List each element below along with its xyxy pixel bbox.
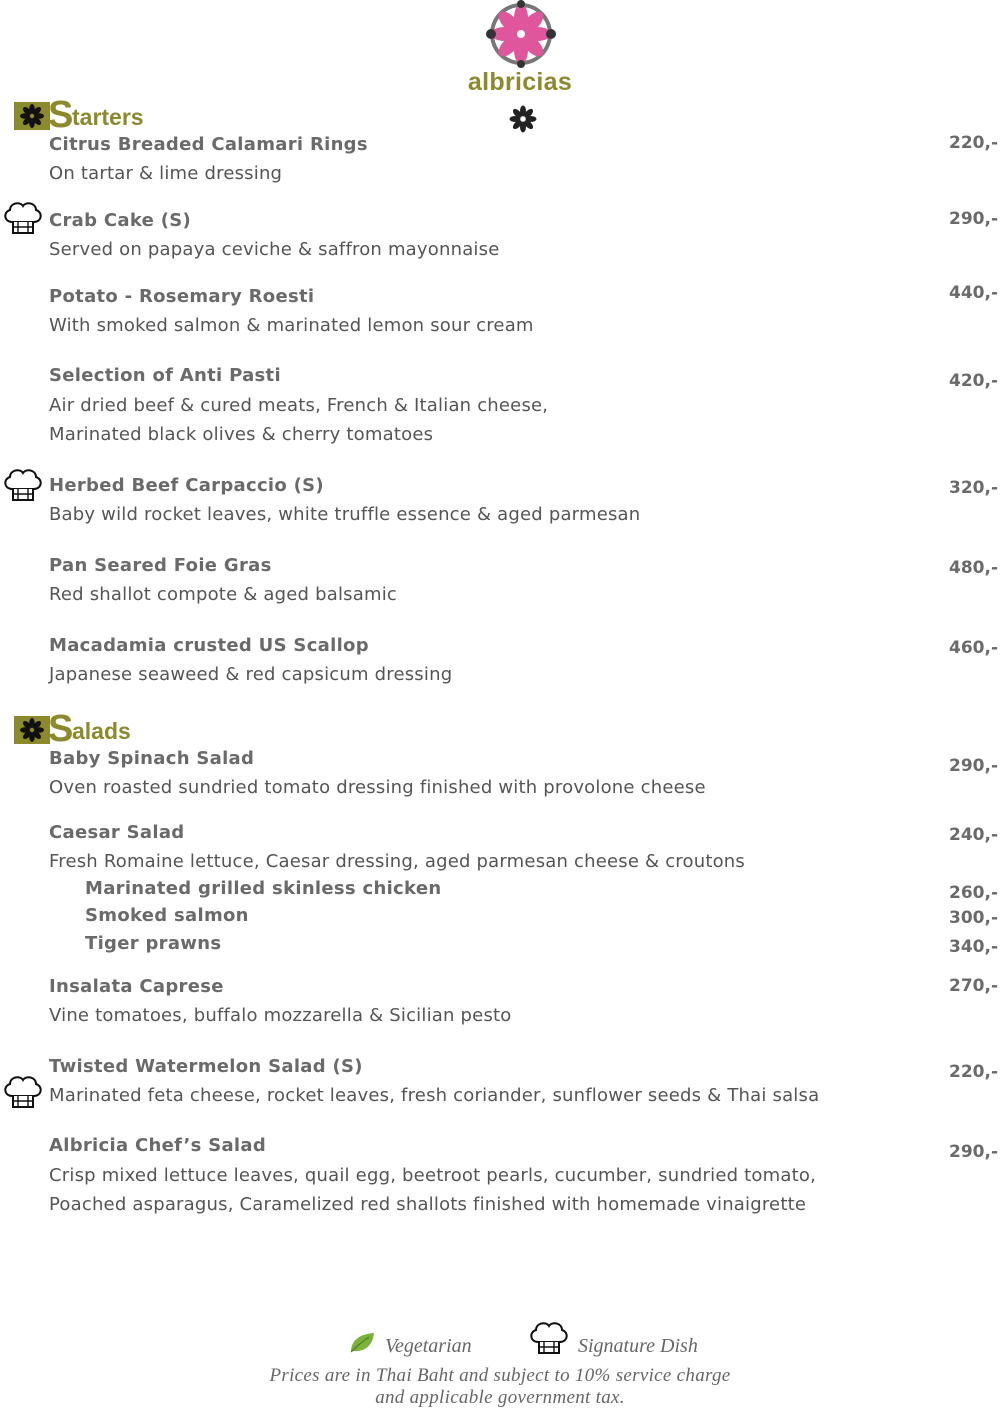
menu-item-name: Baby Spinach Salad [49, 748, 255, 769]
addon-name: Marinated grilled skinless chicken [85, 878, 442, 899]
menu-item-name: Albricia Chef’s Salad [49, 1135, 267, 1156]
logo-flower-icon [486, 0, 556, 68]
section-initial: S [48, 94, 74, 136]
menu-item-price: 420,- [949, 371, 998, 391]
chef-hat-icon [2, 1074, 44, 1112]
menu-item-name: Potato - Rosemary Roesti [49, 286, 315, 307]
addon-price: 300,- [949, 908, 998, 928]
menu-item-description: Fresh Romaine lettuce, Caesar dressing, aged parmesan cheese & croutons [49, 851, 745, 872]
menu-item-description: Marinated feta cheese, rocket leaves, fresh coriander, sunflower seeds & Thai salsa [49, 1085, 820, 1106]
footnote-line: Prices are in Thai Baht and subject to 10% service charge [269, 1365, 731, 1386]
menu-item-description: Poached asparagus, Caramelized red shallots finished with homemade vinaigrette [49, 1194, 807, 1215]
section-title: tarters [72, 104, 144, 130]
menu-item-description: Air dried beef & cured meats, French & Italian cheese, [49, 395, 549, 416]
menu-item-name: Insalata Caprese [49, 976, 224, 997]
menu-item-price: 440,- [949, 283, 998, 303]
menu-item-price: 480,- [949, 558, 998, 578]
menu-item-price: 460,- [949, 638, 998, 658]
menu-item-description: With smoked salmon & marinated lemon sour cream [49, 315, 534, 336]
brand-name: albricias [467, 68, 573, 96]
menu-item-description: Baby wild rocket leaves, white truffle essence & aged parmesan [49, 504, 641, 525]
menu-item-price: 220,- [949, 1062, 998, 1082]
footnote-line: and applicable government tax. [375, 1387, 625, 1408]
brand-flower-icon [509, 105, 537, 133]
chef-hat-icon [528, 1320, 570, 1358]
section-badge [14, 94, 74, 136]
menu-item-description: Japanese seaweed & red capsicum dressing [49, 664, 453, 685]
section-heading-starters [14, 94, 144, 136]
menu-item-price: 290,- [949, 756, 998, 776]
addon-price: 260,- [949, 883, 998, 903]
menu-item-price: 290,- [949, 209, 998, 229]
menu-item-description: Red shallot compote & aged balsamic [49, 584, 397, 605]
menu-item-price: 270,- [949, 976, 998, 996]
menu-item-name: Twisted Watermelon Salad (S) [49, 1056, 363, 1077]
section-title: alads [72, 718, 131, 744]
menu-item-name: Pan Seared Foie Gras [49, 555, 272, 576]
legend-signature: Signature Dish [578, 1335, 698, 1357]
section-heading-salads [14, 708, 131, 750]
menu-item-price: 290,- [949, 1142, 998, 1162]
menu-item-price: 240,- [949, 825, 998, 845]
menu-item-description: On tartar & lime dressing [49, 163, 283, 184]
menu-item-name: Caesar Salad [49, 822, 185, 843]
menu-item-price: 220,- [949, 133, 998, 153]
chef-hat-icon [2, 200, 44, 238]
menu-item-description: Served on papaya ceviche & saffron mayonnaise [49, 239, 500, 260]
addon-price: 340,- [949, 937, 998, 957]
leaf-icon [348, 1331, 376, 1355]
menu-item-price: 320,- [949, 478, 998, 498]
menu-item-description: Crisp mixed lettuce leaves, quail egg, beetroot pearls, cucumber, sundried tomato, [49, 1165, 817, 1186]
menu-item-name: Herbed Beef Carpaccio (S) [49, 475, 324, 496]
section-initial: S [48, 708, 74, 750]
legend-vegetarian: Vegetarian [385, 1335, 472, 1357]
addon-name: Smoked salmon [85, 905, 249, 926]
section-badge [14, 708, 74, 750]
menu-item-name: Selection of Anti Pasti [49, 365, 281, 386]
menu-item-name: Citrus Breaded Calamari Rings [49, 134, 368, 155]
menu-item-description: Vine tomatoes, buffalo mozzarella & Sicilian pesto [49, 1005, 512, 1026]
section-flower-icon [18, 717, 46, 743]
menu-item-name: Macadamia crusted US Scallop [49, 635, 369, 656]
addon-name: Tiger prawns [85, 933, 222, 954]
chef-hat-icon [2, 467, 44, 505]
menu-item-description: Oven roasted sundried tomato dressing finished with provolone cheese [49, 777, 706, 798]
menu-item-name: Crab Cake (S) [49, 210, 192, 231]
section-flower-icon [18, 103, 46, 129]
menu-item-description: Marinated black olives & cherry tomatoes [49, 424, 434, 445]
